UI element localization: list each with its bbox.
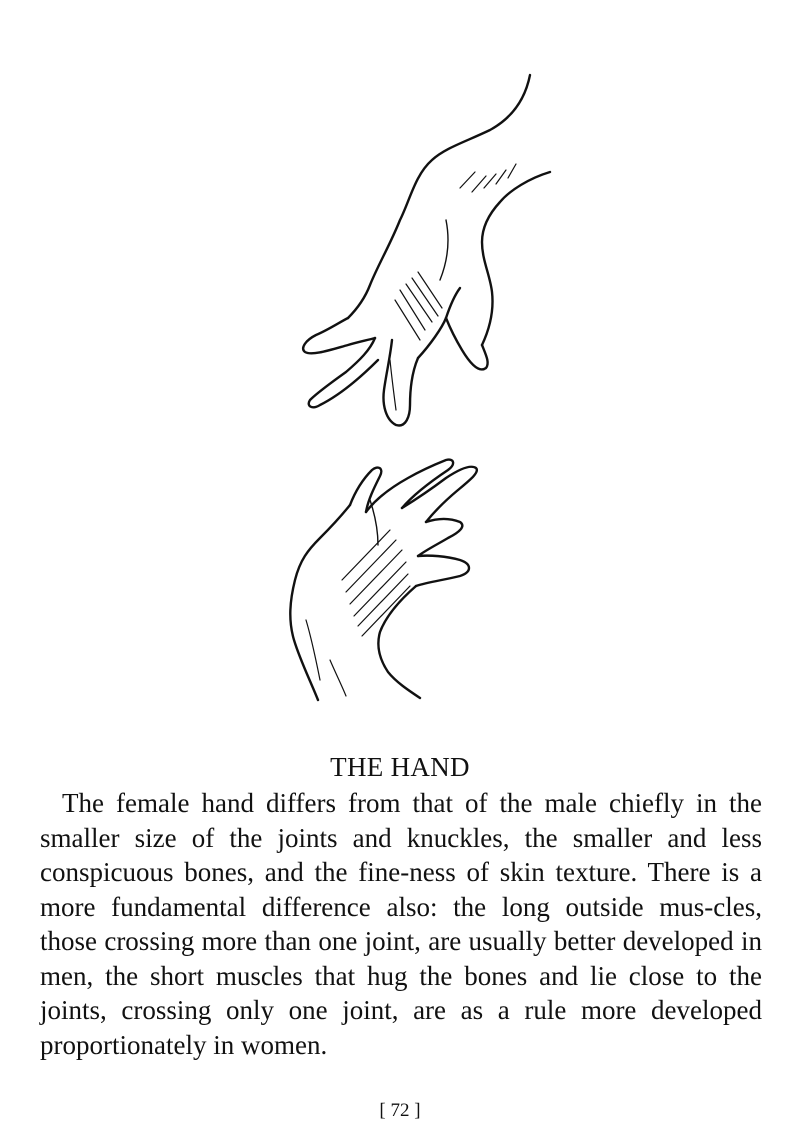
hands-illustration [250, 60, 570, 720]
body-paragraph: The female hand differs from that of the male chiefly in the smaller size of the joints and knuckles, the smaller and less conspicuous bones, and the fine-ness of skin texture. There is a more fundamental difference also: the long outside mus-cles, those crossing more than one joint, are usually better developed in men, the short muscles that hug the bones and lie close to the joints, crossing only one joint, are as a rule more developed proportionately in women. [40, 788, 762, 1060]
caption-title: THE HAND [330, 752, 470, 782]
page-number: [ 72 ] [379, 1100, 421, 1121]
lower-hand-drawing [290, 460, 477, 700]
upper-hand-drawing [303, 75, 550, 425]
